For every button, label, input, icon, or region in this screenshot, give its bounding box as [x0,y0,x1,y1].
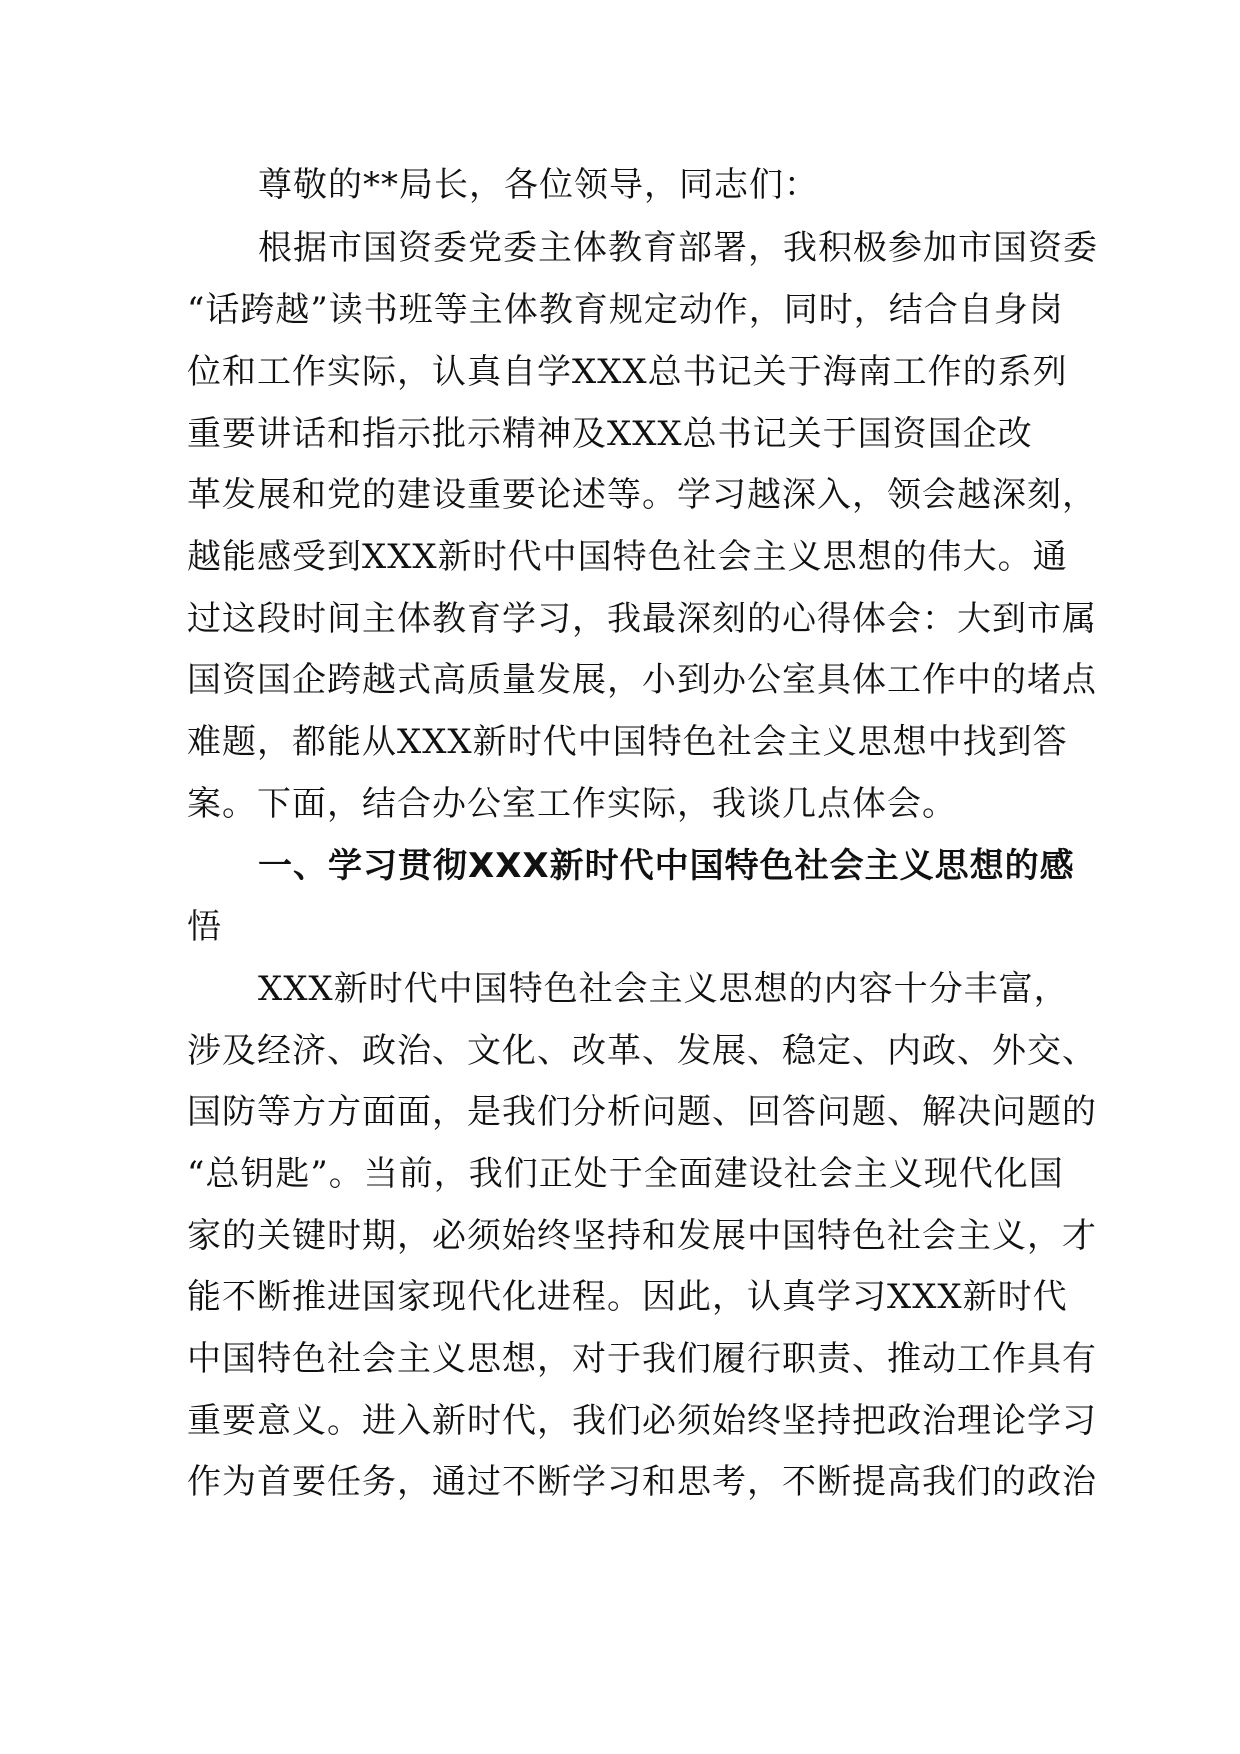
paragraph-2-line-5: 家的关键时期，必须始终坚持和发展中国特色社会主义，才 [187,1216,1097,1256]
paragraph-1-line-1: 根据市国资委党委主体教育部署，我积极参加市国资委 [258,228,1098,268]
paragraph-1-line-10: 案。下面，结合办公室工作实际，我谈几点体会。 [187,784,957,824]
paragraph-1-line-4: 重要讲话和指示批示精神及XXX总书记关于国资国企改 [187,414,1033,454]
paragraph-1-line-5: 革发展和党的建设重要论述等。学习越深入，领会越深刻， [187,475,1097,515]
paragraph-1-line-6: 越能感受到XXX新时代中国特色社会主义思想的伟大。通 [187,537,1068,577]
paragraph-1-line-9: 难题，都能从XXX新时代中国特色社会主义思想中找到答 [187,722,1068,762]
paragraph-2-line-4: “总钥匙”。当前，我们正处于全面建设社会主义现代化国 [187,1154,1064,1194]
paragraph-2-line-9: 作为首要任务，通过不断学习和思考，不断提高我们的政治 [187,1462,1097,1502]
salutation: 尊敬的**局长，各位领导，同志们： [258,165,819,205]
paragraph-2-line-8: 重要意义。进入新时代，我们必须始终坚持把政治理论学习 [187,1401,1097,1441]
paragraph-2-line-3: 国防等方方面面，是我们分析问题、回答问题、解决问题的 [187,1092,1097,1132]
paragraph-1-line-3: 位和工作实际，认真自学XXX总书记关于海南工作的系列 [187,352,1068,392]
section-heading-line-1: 一、学习贯彻XXX新时代中国特色社会主义思想的感 [258,846,1075,886]
paragraph-2-line-7: 中国特色社会主义思想，对于我们履行职责、推动工作具有 [187,1339,1097,1379]
paragraph-1-line-2: “话跨越”读书班等主体教育规定动作，同时，结合自身岗 [187,290,1064,330]
paragraph-1-line-8: 国资国企跨越式高质量发展，小到办公室具体工作中的堵点 [187,660,1097,700]
paragraph-2-line-2: 涉及经济、政治、文化、改革、发展、稳定、内政、外交、 [187,1031,1097,1071]
paragraph-2-line-1: XXX新时代中国特色社会主义思想的内容十分丰富， [258,969,1069,1009]
paragraph-2-line-6: 能不断推进国家现代化进程。因此，认真学习XXX新时代 [187,1277,1068,1317]
section-heading-line-2: 悟 [187,907,222,947]
paragraph-1-line-7: 过这段时间主体教育学习，我最深刻的心得体会：大到市属 [187,599,1097,639]
